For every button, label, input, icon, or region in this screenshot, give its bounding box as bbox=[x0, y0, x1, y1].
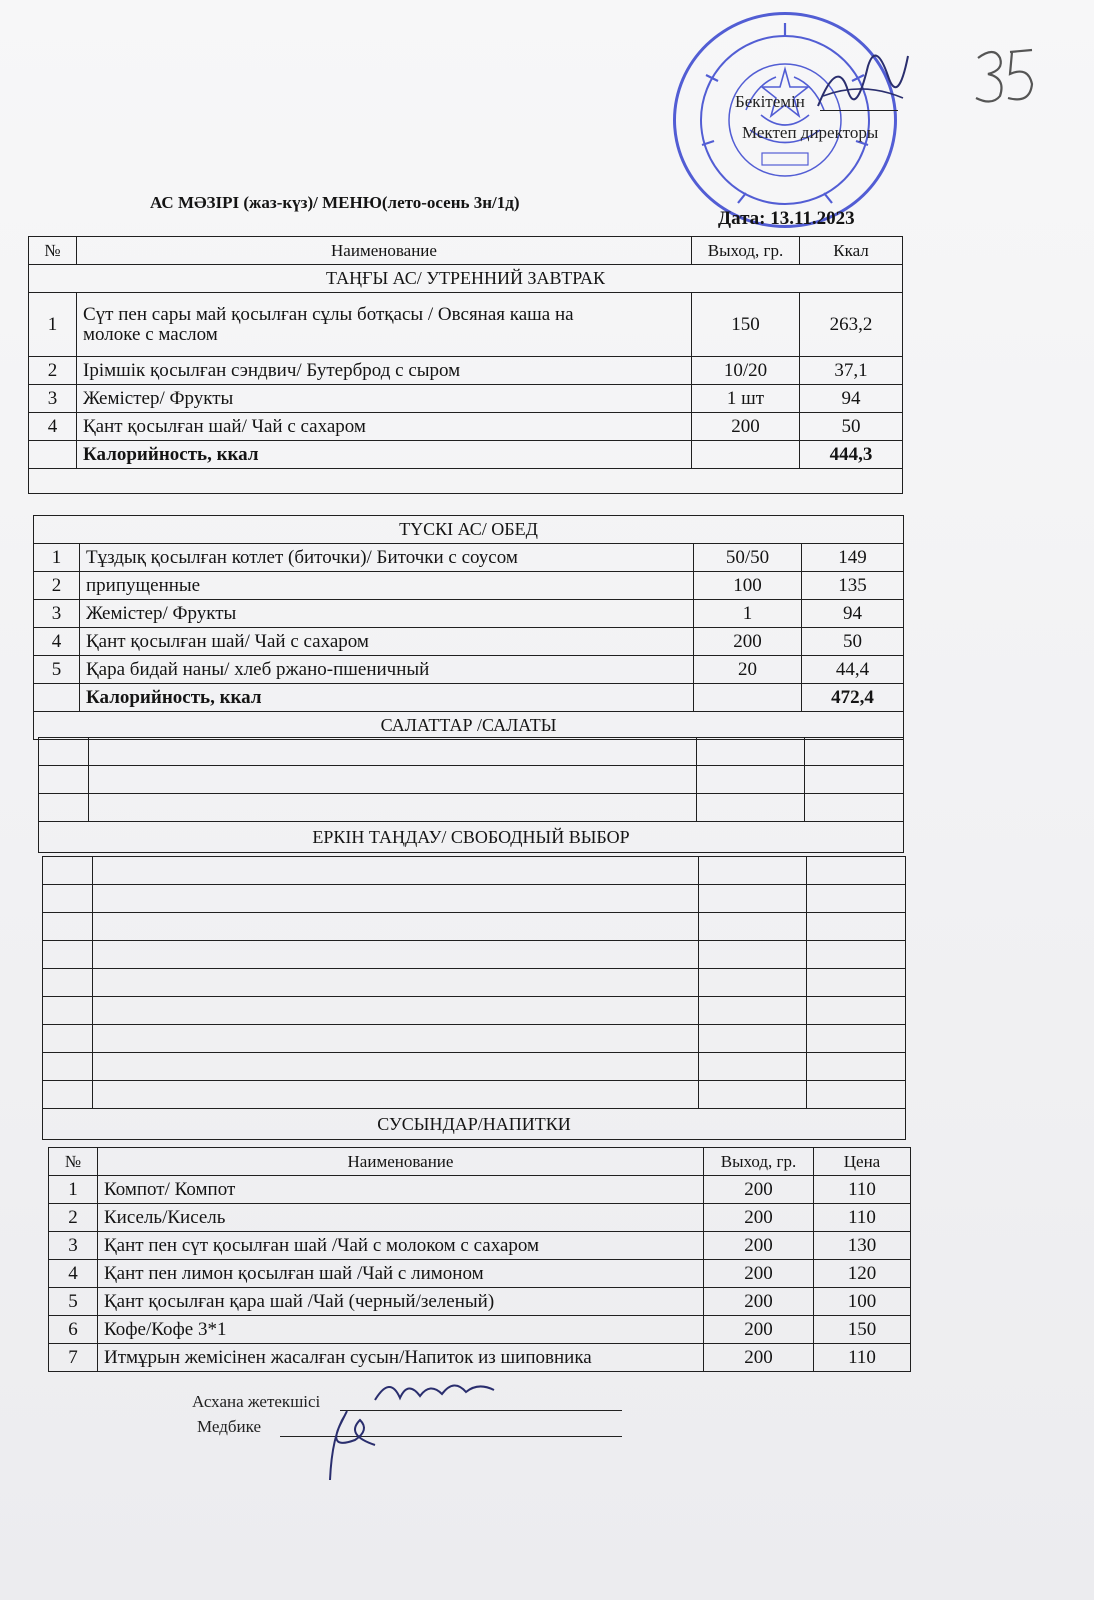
drink-price: 150 bbox=[814, 1316, 911, 1344]
drinks-col-name-header: Наименование bbox=[98, 1148, 704, 1176]
dish-yield: 200 bbox=[692, 413, 800, 441]
row-number: 2 bbox=[49, 1204, 98, 1232]
row-number: 3 bbox=[34, 600, 80, 628]
salads-table bbox=[38, 737, 904, 853]
dish-name: Ірімшік қосылған сэндвич/ Бутерброд с сыром bbox=[77, 357, 692, 385]
total-row bbox=[34, 684, 904, 712]
table-row bbox=[29, 357, 903, 385]
dish-kcal: 94 bbox=[802, 600, 904, 628]
drinks-section-title: СУСЫНДАР/НАПИТКИ bbox=[43, 1109, 906, 1140]
nurse-signature bbox=[300, 1395, 390, 1485]
breakfast-table bbox=[28, 236, 903, 494]
dish-kcal: 50 bbox=[802, 628, 904, 656]
row-number: 2 bbox=[29, 357, 77, 385]
table-row bbox=[49, 1344, 911, 1372]
empty-row bbox=[43, 885, 906, 913]
empty-row bbox=[43, 969, 906, 997]
dish-kcal: 135 bbox=[802, 572, 904, 600]
row-number: 5 bbox=[34, 656, 80, 684]
drink-price: 120 bbox=[814, 1260, 911, 1288]
dish-yield: 100 bbox=[694, 572, 802, 600]
menu-date bbox=[718, 208, 855, 230]
date-label: Дата: bbox=[718, 208, 766, 229]
total-value: 444,3 bbox=[800, 441, 903, 469]
dish-name: Қант қосылған шай/ Чай с сахаром bbox=[77, 413, 692, 441]
row-number: 3 bbox=[29, 385, 77, 413]
drink-name: Қант пен лимон қосылған шай /Чай с лимоном bbox=[98, 1260, 704, 1288]
lunch-table bbox=[33, 515, 904, 740]
drink-name: Итмұрын жемісінен жасалған сусын/Напиток из шиповника bbox=[98, 1344, 704, 1372]
row-number: 3 bbox=[49, 1232, 98, 1260]
nurse-label: Медбике bbox=[197, 1417, 261, 1436]
row-number: 1 bbox=[34, 544, 80, 572]
dish-name: Жемістер/ Фрукты bbox=[80, 600, 694, 628]
col-num-header: № bbox=[29, 237, 77, 265]
dish-kcal: 94 bbox=[800, 385, 903, 413]
total-label: Калорийность, ккал bbox=[80, 684, 694, 712]
menu-title: АС МӘЗІРІ (жаз-күз)/ МЕНЮ(лето-осень 3н/1д) bbox=[150, 193, 520, 212]
dish-yield: 200 bbox=[694, 628, 802, 656]
table-row bbox=[49, 1232, 911, 1260]
table-row bbox=[29, 413, 903, 441]
date-value: 13.11.2023 bbox=[770, 208, 855, 229]
row-number: 1 bbox=[49, 1176, 98, 1204]
row-number: 4 bbox=[49, 1260, 98, 1288]
col-kcal-header: Ккал bbox=[800, 237, 903, 265]
drink-price: 110 bbox=[814, 1204, 911, 1232]
drinks-table bbox=[48, 1147, 911, 1372]
table-row bbox=[34, 656, 904, 684]
row-number: 7 bbox=[49, 1344, 98, 1372]
col-yield-header: Выход, гр. bbox=[692, 237, 800, 265]
dish-name bbox=[77, 293, 692, 357]
empty-row bbox=[39, 766, 904, 794]
dish-name-line-2: молоке с маслом bbox=[83, 323, 218, 345]
empty-row bbox=[43, 857, 906, 885]
dish-kcal: 263,2 bbox=[800, 293, 903, 357]
table-row bbox=[34, 572, 904, 600]
drink-name: Қант пен сүт қосылған шай /Чай с молоком с сахаром bbox=[98, 1232, 704, 1260]
table-row bbox=[49, 1316, 911, 1344]
table-row bbox=[49, 1176, 911, 1204]
drinks-col-num-header: № bbox=[49, 1148, 98, 1176]
drink-yield: 200 bbox=[704, 1176, 814, 1204]
table-row bbox=[29, 293, 903, 357]
total-label: Калорийность, ккал bbox=[77, 441, 692, 469]
dish-kcal: 50 bbox=[800, 413, 903, 441]
row-number: 5 bbox=[49, 1288, 98, 1316]
dish-kcal: 149 bbox=[802, 544, 904, 572]
table-row bbox=[34, 600, 904, 628]
drink-name: Кофе/Кофе 3*1 bbox=[98, 1316, 704, 1344]
col-name-header: Наименование bbox=[77, 237, 692, 265]
total-row bbox=[29, 441, 903, 469]
dish-yield: 20 bbox=[694, 656, 802, 684]
dish-kcal: 44,4 bbox=[802, 656, 904, 684]
empty-row bbox=[43, 941, 906, 969]
table-row bbox=[49, 1288, 911, 1316]
table-row bbox=[29, 385, 903, 413]
empty-row bbox=[43, 1081, 906, 1109]
dish-yield: 150 bbox=[692, 293, 800, 357]
drink-price: 110 bbox=[814, 1344, 911, 1372]
dish-name: Қант қосылған шай/ Чай с сахаром bbox=[80, 628, 694, 656]
drinks-col-price-header: Цена bbox=[814, 1148, 911, 1176]
table-row bbox=[34, 544, 904, 572]
dish-name: Тұздық қосылған котлет (биточки)/ Биточки с соусом bbox=[80, 544, 694, 572]
dish-yield: 10/20 bbox=[692, 357, 800, 385]
row-number: 2 bbox=[34, 572, 80, 600]
free-choice-section-title: ЕРКІН ТАҢДАУ/ СВОБОДНЫЙ ВЫБОР bbox=[39, 822, 904, 853]
empty-row bbox=[43, 1053, 906, 1081]
row-number: 4 bbox=[29, 413, 77, 441]
row-number: 4 bbox=[34, 628, 80, 656]
dish-yield: 1 bbox=[694, 600, 802, 628]
dish-yield: 50/50 bbox=[694, 544, 802, 572]
lunch-section-title: ТҮСКІ АС/ ОБЕД bbox=[34, 516, 904, 544]
dish-name: Жемістер/ Фрукты bbox=[77, 385, 692, 413]
free-choice-table bbox=[42, 856, 906, 1140]
empty-row bbox=[39, 794, 904, 822]
handwritten-page-number bbox=[970, 44, 1040, 108]
director-role: Мектеп директоры bbox=[742, 123, 879, 142]
table-row bbox=[49, 1204, 911, 1232]
table-row bbox=[49, 1260, 911, 1288]
table-row bbox=[34, 628, 904, 656]
drink-yield: 200 bbox=[704, 1344, 814, 1372]
breakfast-section-title: ТАҢҒЫ АС/ УТРЕННИЙ ЗАВТРАК bbox=[29, 265, 903, 293]
empty-row bbox=[39, 738, 904, 766]
drink-yield: 200 bbox=[704, 1316, 814, 1344]
empty-row bbox=[43, 1025, 906, 1053]
dish-name: Қара бидай наны/ хлеб ржано-пшеничный bbox=[80, 656, 694, 684]
drinks-col-yield-header: Выход, гр. bbox=[704, 1148, 814, 1176]
total-value: 472,4 bbox=[802, 684, 904, 712]
drink-yield: 200 bbox=[704, 1204, 814, 1232]
drink-yield: 200 bbox=[704, 1288, 814, 1316]
empty-row bbox=[43, 913, 906, 941]
approve-label: Бекітемін bbox=[735, 92, 805, 111]
kitchen-head-label: Асхана жетекшісі bbox=[192, 1392, 321, 1411]
drink-name: Кисель/Кисель bbox=[98, 1204, 704, 1232]
row-number: 1 bbox=[29, 293, 77, 357]
drink-price: 130 bbox=[814, 1232, 911, 1260]
drink-name: Қант қосылған қара шай /Чай (черный/зеленый) bbox=[98, 1288, 704, 1316]
drink-price: 110 bbox=[814, 1176, 911, 1204]
dish-name: припущенные bbox=[80, 572, 694, 600]
dish-yield: 1 шт bbox=[692, 385, 800, 413]
empty-row bbox=[43, 997, 906, 1025]
dish-name-line-1: Сүт пен сары май қосылған сұлы ботқасы / Овсяная каша на bbox=[83, 303, 574, 325]
dish-kcal: 37,1 bbox=[800, 357, 903, 385]
row-number: 6 bbox=[49, 1316, 98, 1344]
drink-yield: 200 bbox=[704, 1260, 814, 1288]
drink-yield: 200 bbox=[704, 1232, 814, 1260]
drink-price: 100 bbox=[814, 1288, 911, 1316]
salads-section-title: САЛАТТАР /САЛАТЫ bbox=[34, 712, 904, 740]
drink-name: Компот/ Компот bbox=[98, 1176, 704, 1204]
director-signature bbox=[808, 36, 918, 126]
